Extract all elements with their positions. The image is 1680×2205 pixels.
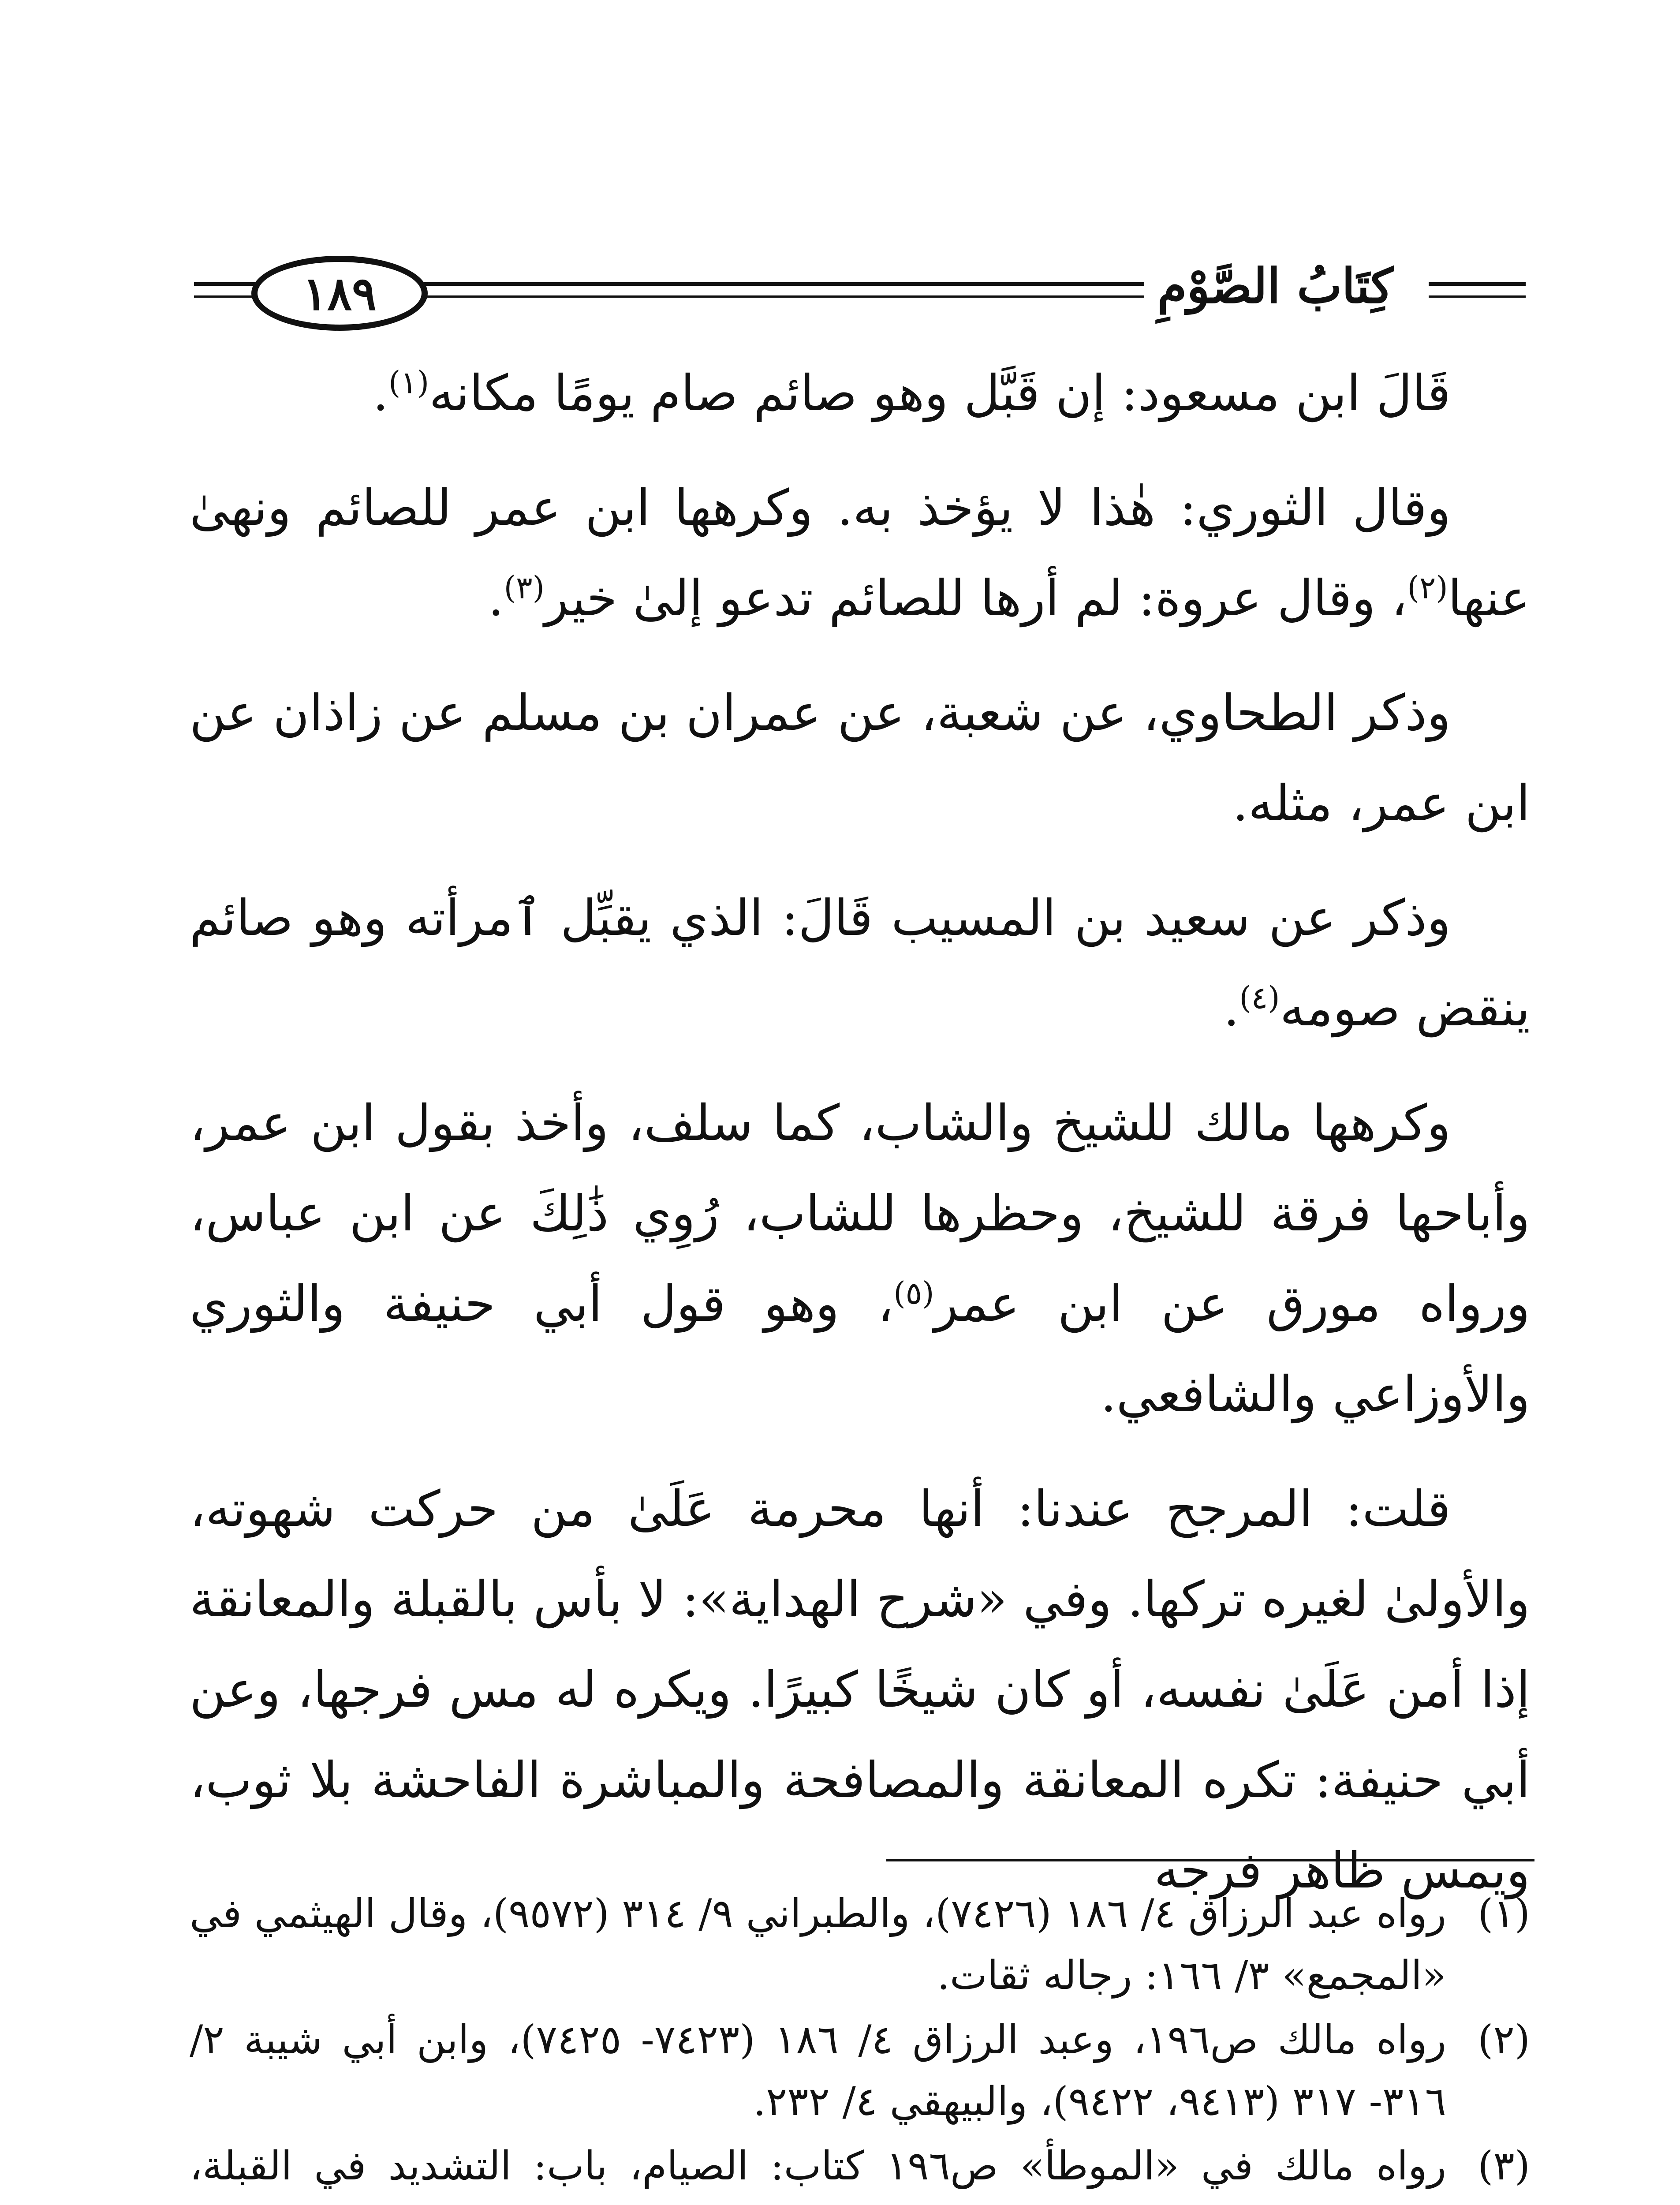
footnotes [190,1883,1530,2205]
paragraph-text: ، وقال عروة: لم أرها للصائم تدعو إلىٰ خير [544,570,1407,627]
page-number: ١٨٩ [251,256,428,331]
footnote-ref: (٣) [504,569,545,606]
header-rule-left-thin [194,295,260,298]
page-header [194,247,1526,335]
footnote-ref: (٢) [1407,569,1448,606]
footnote-text: رواه مالك في «الموطأ» ص١٩٦ كتاب: الصيام، باب: التشديد في القبلة، [190,2143,1446,2189]
chapter-title: كِتَابُ الصَّوْمِ [1144,258,1407,314]
paragraph-text: قَالَ ابن مسعود: إن قَبَّل وهو صائم صام يومًا مكانه [429,365,1451,422]
footnote-text: رواه عبد الرزاق ٤/ ١٨٦ (٧٤٢٦)، والطبراني ٩/ ٣١٤ (٩٥٧٢)، وقال الهيثمي في «المجمع» ٣/ ١٦٦: رجاله ثقات. [190,1891,1446,1999]
header-rule-right-thin [1429,295,1526,298]
footnote [190,1883,1530,2007]
header-rule-left [194,282,260,286]
paragraph [190,873,1530,1054]
footnote-ref: (٥) [893,1275,934,1312]
footnote-text: رواه مالك ص١٩٦، وعبد الرزاق ٤/ ١٨٦ (٧٤٢٣- ٧٤٢٥)، وابن أبي شيبة ٢/ ٣١٦- ٣١٧ (٩٤١٣، ٩٤٢٢)، والبيهقي ٤/ ٢٣٢. [190,2017,1446,2125]
footnote [190,2009,1530,2133]
paragraph-tail: . [1223,980,1239,1037]
footnote-number: (٣) [1478,2143,1530,2189]
paragraph [190,1078,1530,1440]
footnote-number: (٢) [1478,2017,1530,2063]
paragraph [190,1464,1530,1916]
paragraph-tail: ، وهو قول أبي حنيفة والثوري والأوزاعي والشافعي. [190,1275,1530,1423]
paragraph-text: قلت: المرجح عندنا: أنها محرمة عَلَىٰ من حركت شهوته، والأولىٰ لغيره تركها. وفي «شرح الهداية»: لا بأس بالقبلة والمعانقة إذا أمن عَلَىٰ نفسه، أو كان شيخًا كبيرًا. ويكره له مس فرجها، وعن أبي حنيفة: تكره المعانقة والمصافحة والمباشرة الفاحشة بلا ثوب، ويمس ظاهر فرجه [190,1480,1531,1899]
footnote-separator [886,1859,1534,1861]
header-rule-right [1429,282,1526,286]
main-text [190,348,1530,1940]
footnote [190,2135,1530,2205]
paragraph-text: وذكر عن سعيد بن المسيب قَالَ: الذي يقبِّل ٱمرأته وهو صائم ينقض صومه [190,889,1530,1037]
footnote-number: (١) [1478,1891,1530,1937]
paragraph-text: وكرهها مالك للشيخ والشاب، كما سلف، وأخذ بقول ابن عمر، وأباحها فرقة للشيخ، وحظرها للشاب، رُوِي ذَٰلِكَ عن ابن عباس، ورواه مورق عن ابن عمر [190,1095,1530,1333]
paragraph-tail: . [488,570,504,627]
paragraph-text: وذكر الطحاوي، عن شعبة، عن عمران بن مسلم عن زاذان عن ابن عمر، مثله. [190,684,1530,832]
footnote-ref: (١) [388,364,429,401]
paragraph [190,348,1530,439]
paragraph-text: وقال الثوري: هٰذا لا يؤخذ به. وكرهها ابن عمر للصائم ونهىٰ عنها [190,479,1530,627]
paragraph [190,668,1530,849]
footnote-ref: (٤) [1239,979,1280,1016]
paragraph-tail: . [373,365,388,422]
paragraph [190,463,1530,644]
